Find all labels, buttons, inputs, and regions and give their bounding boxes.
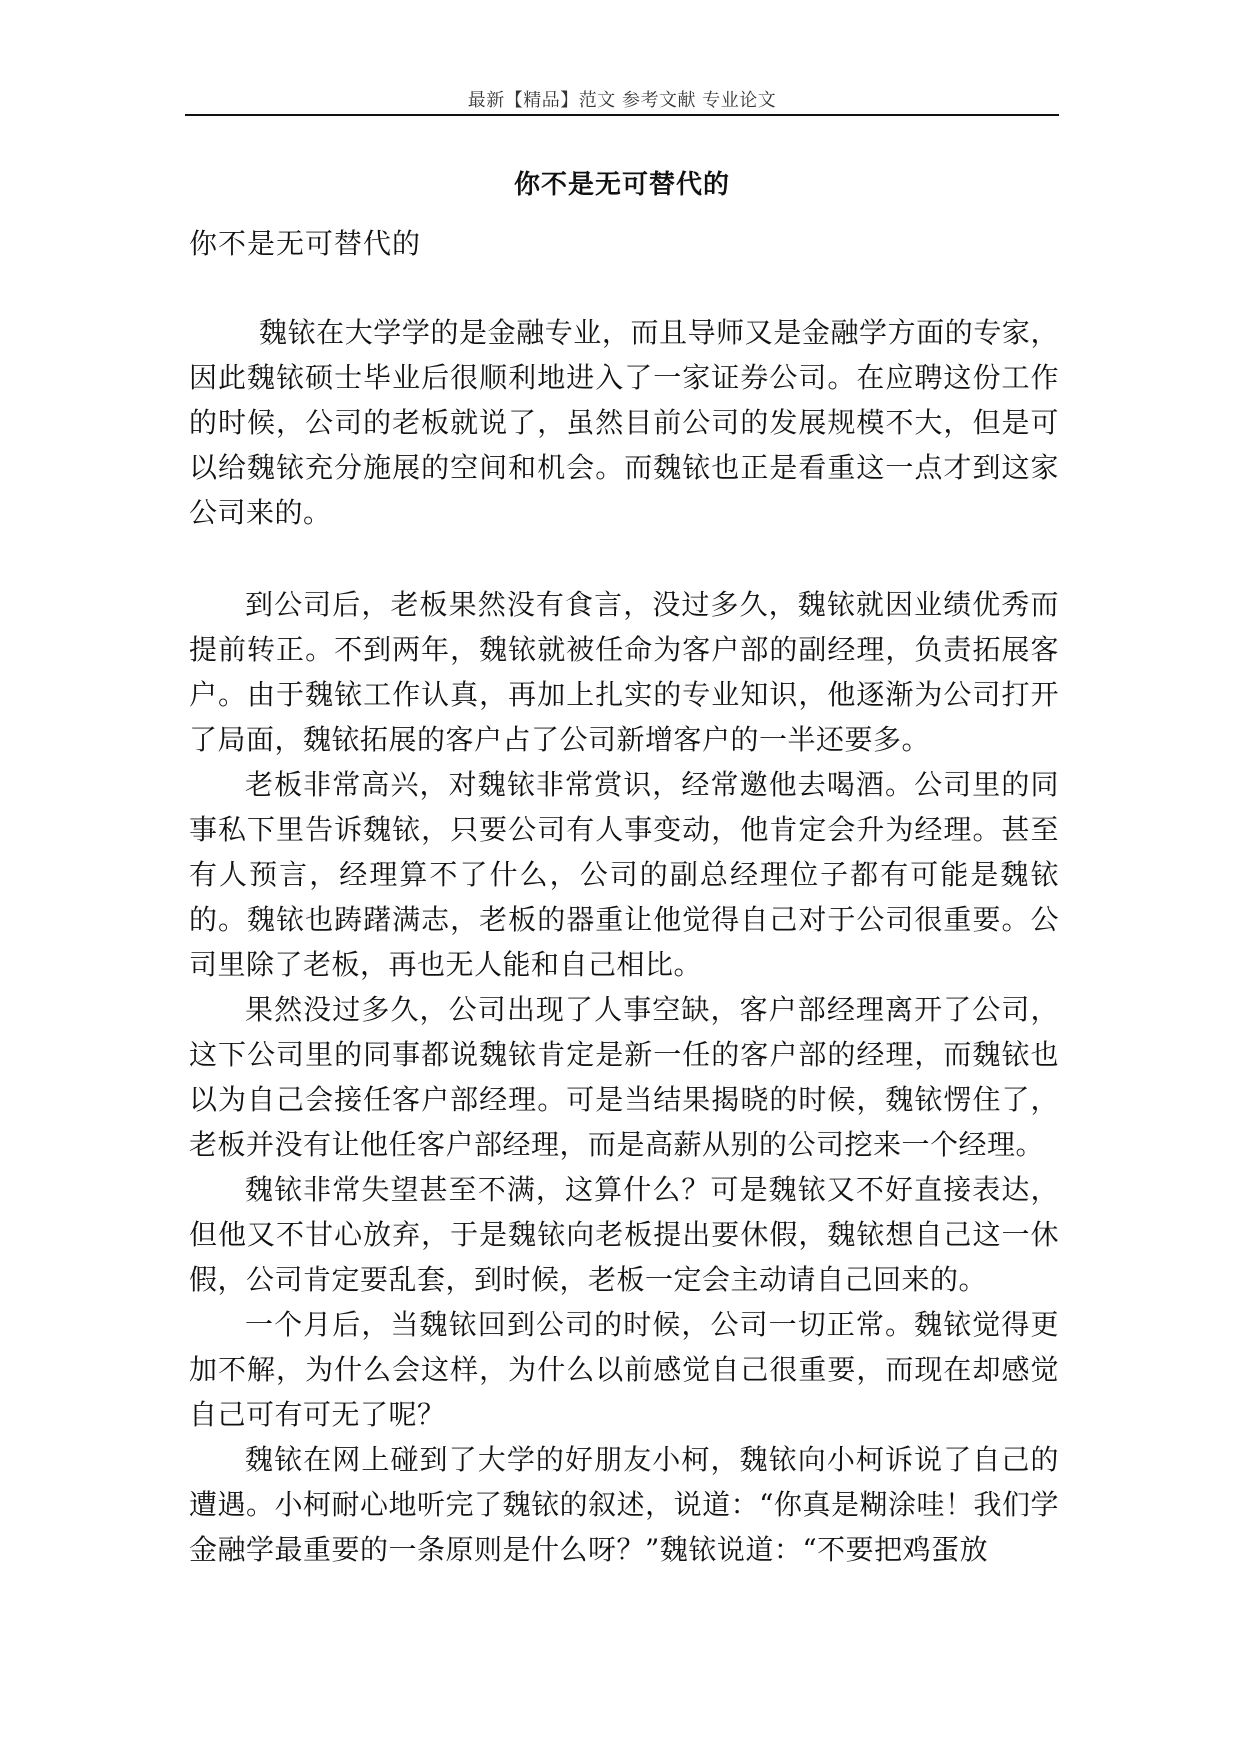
paragraph: 果然没过多久，公司出现了人事空缺，客户部经理离开了公司，这下公司里的同事都说魏铱肯定是新一任的客户部的经理，而魏铱也以为自己会接任客户部经理。可是当结果揭晓的时候，魏铱愣住了，老板并没有让他任客户部经理，而是高薪从别的公司挖来一个经理。 — [189, 993, 1059, 1161]
paragraph: 老板非常高兴，对魏铱非常赏识，经常邀他去喝酒。公司里的同事私下里告诉魏铱，只要公司有人事变动，他肯定会升为经理。甚至有人预言，经理算不了什么，公司的副总经理位子都有可能是魏铱的。魏铱也踌躇满志，老板的器重让他觉得自己对于公司很重要。公司里除了老板，再也无人能和自己相比。 — [189, 768, 1059, 981]
header-divider — [185, 114, 1059, 116]
paragraph: 到公司后，老板果然没有食言，没过多久，魏铱就因业绩优秀而提前转正。不到两年，魏铱就被任命为客户部的副经理，负责拓展客户。由于魏铱工作认真，再加上扎实的专业知识，他逐渐为公司打开了局面，魏铱拓展的客户占了公司新增客户的一半还要多。 — [189, 588, 1059, 756]
paragraph: 魏铱非常失望甚至不满，这算什么？可是魏铱又不好直接表达，但他又不甘心放弃，于是魏铱向老板提出要休假，魏铱想自己这一休假，公司肯定要乱套，到时候，老板一定会主动请自己回来的。 — [189, 1173, 1059, 1296]
paragraph: 魏铱在网上碰到了大学的好朋友小柯，魏铱向小柯诉说了自己的遭遇。小柯耐心地听完了魏铱的叙述，说道：“你真是糊涂哇！我们学金融学最重要的一条原则是什么呀？”魏铱说道：“不要把鸡蛋放 — [189, 1443, 1059, 1566]
document-subtitle: 你不是无可替代的 — [189, 227, 422, 260]
paragraph: 魏铱在大学学的是金融专业，而且导师又是金融学方面的专家，因此魏铱硕士毕业后很顺利地进入了一家证券公司。在应聘这份工作的时候，公司的老板就说了，虽然目前公司的发展规模不大，但是可以给魏铱充分施展的空间和机会。而魏铱也正是看重这一点才到这家公司来的。 — [189, 316, 1059, 529]
paragraph: 一个月后，当魏铱回到公司的时候，公司一切正常。魏铱觉得更加不解，为什么会这样，为什么以前感觉自己很重要，而现在却感觉自己可有可无了呢？ — [189, 1308, 1059, 1431]
document-title: 你不是无可替代的 — [513, 170, 730, 200]
page-header: 最新【精品】范文 参考文献 专业论文 — [467, 90, 777, 111]
